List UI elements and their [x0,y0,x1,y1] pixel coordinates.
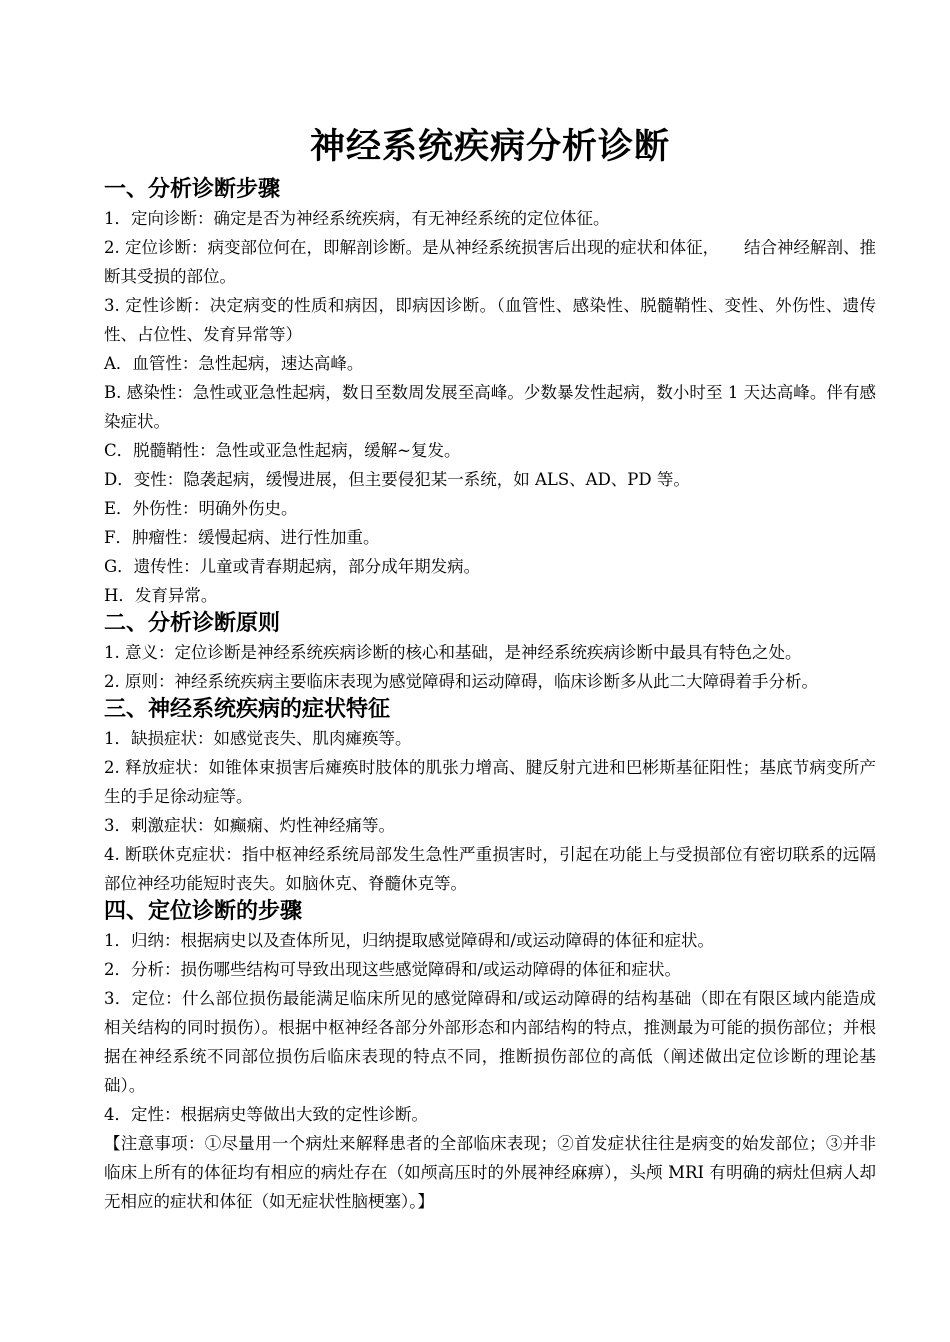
paragraph: A．血管性：急性起病，速达高峰。 [104,354,364,373]
paragraph: 1．归纳：根据病史以及查体所见，归纳提取感觉障碍和/或运动障碍的体征和症状。 [104,931,715,950]
paragraph: F．肿瘤性：缓慢起病、进行性加重。 [104,528,380,547]
paragraph: 3．定位：什么部位损伤最能满足临床所见的感觉障碍和/或运动障碍的结构基础（即在有限区域内能造成相关结构的同时损伤）。根据中枢神经各部分外部形态和内部结构的特点，推测最为可能的损伤部位；并根据在神经系统不同部位损伤后临床表现的特点不同，推断损伤部位的高低（阐述做出定位诊断的理论基础）。 [104,989,876,1095]
paragraph: D．变性：隐袭起病，缓慢进展，但主要侵犯某一系统，如 ALS、AD、PD 等。 [104,470,690,489]
paragraph: E．外伤性：明确外伤史。 [104,499,298,518]
paragraph: G．遗传性：儿童或青春期起病，部分成年期发病。 [104,557,481,576]
document-page [104,118,876,1216]
paragraph: B. 感染性：急性或亚急性起病，数日至数周发展至高峰。少数暴发性起病，数小时至 1 天达高峰。伴有感染症状。 [104,383,876,431]
paragraph: 2. 释放症状：如锥体束损害后瘫痪时肢体的肌张力增高、腱反射亢进和巴彬斯基征阳性；基底节病变所产生的手足徐动症等。 [104,758,876,806]
paragraph: 1．缺损症状：如感觉丧失、肌肉瘫痪等。 [104,729,412,748]
section-heading: 二、分析诊断原则 [104,611,281,636]
paragraph: 2．分析：损伤哪些结构可导致出现这些感觉障碍和/或运动障碍的体征和症状。 [104,960,682,979]
paragraph: 3．刺激症状：如癫痫、灼性神经痛等。 [104,816,395,835]
paragraph: 1．定向诊断：确定是否为神经系统疾病，有无神经系统的定位体征。 [104,209,610,228]
section-localization-steps [104,898,876,1216]
paragraph: 1. 意义：定位诊断是神经系统疾病诊断的核心和基础，是神经系统疾病诊断中最具有特色之处。 [104,643,802,662]
section-heading: 三、神经系统疾病的症状特征 [104,697,391,722]
paragraph: 4. 断联休克症状：指中枢神经系统局部发生急性严重损害时，引起在功能上与受损部位有密切联系的远隔部位神经功能短时丧失。如脑休克、脊髓休克等。 [104,845,876,893]
section-symptom-features [104,696,876,898]
paragraph: H．发育异常。 [104,586,218,605]
note-paragraph: 【注意事项：①尽量用一个病灶来解释患者的全部临床表现；②首发症状往往是病变的始发部位；③并非临床上所有的体征均有相应的病灶存在（如颅高压时的外展神经麻痹），头颅 MRI 有明确的病灶但病人却无相应的症状和体征（如无症状性脑梗塞）。】 [104,1134,876,1211]
section-diagnosis-principles [104,610,876,696]
paragraph: 2. 原则：神经系统疾病主要临床表现为感觉障碍和运动障碍，临床诊断多从此二大障碍着手分析。 [104,672,818,691]
paragraph: C．脱髓鞘性：急性或亚急性起病，缓解~复发。 [104,441,461,460]
paragraph: 2. 定位诊断：病变部位何在，即解剖诊断。是从神经系统损害后出现的症状和体征， 结合神经解剖、推断其受损的部位。 [104,238,876,286]
paragraph: 4．定性：根据病史等做出大致的定性诊断。 [104,1105,428,1124]
paragraph: 3. 定性诊断：决定病变的性质和病因，即病因诊断。（血管性、感染性、脱髓鞘性、变性、外伤性、遗传性、占位性、发育异常等） [104,296,876,344]
section-diagnosis-steps [104,176,876,610]
document-title: 神经系统疾病分析诊断 [309,127,670,167]
section-heading: 一、分析诊断步骤 [104,177,281,202]
section-heading: 四、定位诊断的步骤 [104,899,303,924]
